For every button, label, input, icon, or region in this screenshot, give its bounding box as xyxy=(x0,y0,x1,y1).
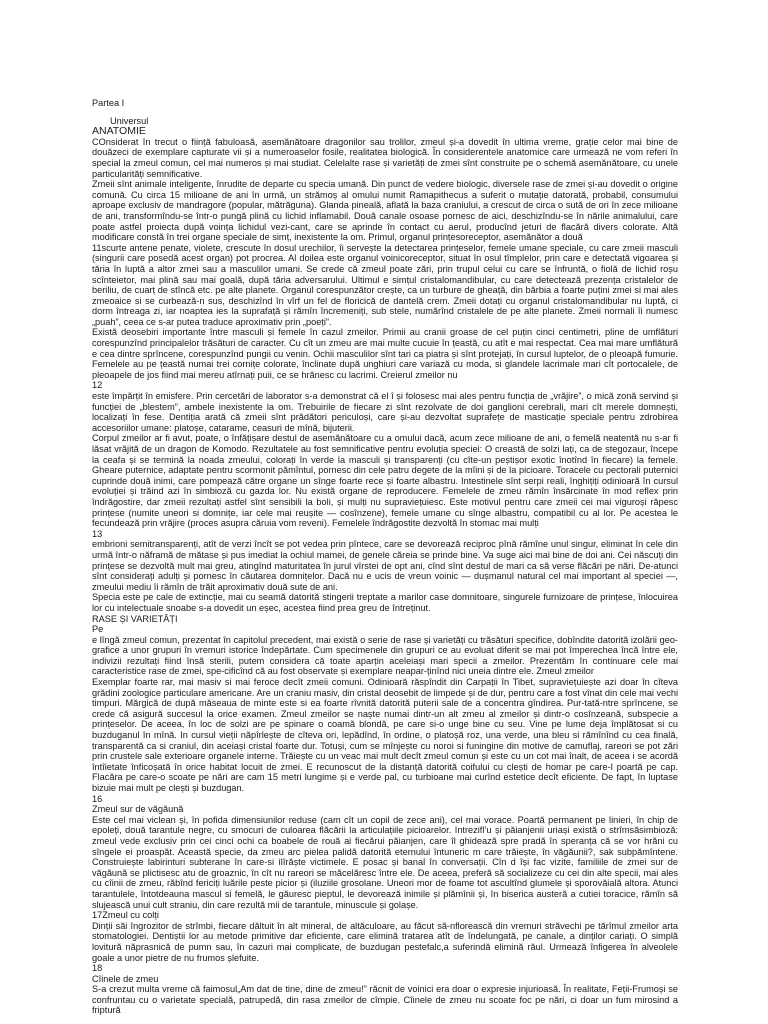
paragraph: e lîngă zmeul comun, prezentat în capitolul precedent, mai există o serie de rase și varietăți cu trăsături specifice, dobîndite datorită izolării geo-grafice a unor grupuri în vremuri istorice îndepărtate. Cum specimenele din grupuri ce au evoluat diferit se mai pot împerechea încă între ele, indivizii rezultați fiind însă sterili, putem considera că toate aparțin aceleiași mari specii a zmeilor. Prezentăm în continuare cele mai caracteristice rase de zmei, spe-cificînd că au fost observate și exemplare neapar-ținînd nici uneia dintre ele. Zmeul zmeilor xyxy=(92,634,678,677)
page-number: 12 xyxy=(92,380,103,391)
part-heading: Partea I xyxy=(92,98,125,108)
paragraph: Specia este pe cale de extincție, mai cu seamă datorită stingerii treptate a marilor case domnitoare, singurele furnizoare de prințese, înlocuirea lor cu intelectuale snoabe s-a dovedit un eșec, acestea fiind prea greu de întreținut. xyxy=(92,592,678,613)
drop-cap-word: Pe xyxy=(92,624,104,635)
page-number: 16 xyxy=(92,793,103,804)
universe-heading: Universul xyxy=(110,115,149,126)
paragraph: Dinții săi îngrozitor de strîmbi, fiecare dăltuit în alt mineral, de altăculoare, au făcut să-nflorească din vremuri străvechi pe tărîmul zmeilor arta stomatologiei. Dentiștii lor au metode primitive dar eficiente, care elimină tratarea atît de îndelungată, pe canale, a dinților cariați. O simplă lovitură năprasnică de pumn sau, în cazuri mai complicate, de buzdugan pestefalc,a suferindă elimină răul. Urmează înfigerea în alveolele goale a unor pietre de nu frumos șlefuite. xyxy=(92,920,678,963)
paragraph: COnsiderat în trecut o ființă fabuloasă, asemănătoare dragonilor sau trolilor, zmeul și-a dovedit în ultima vreme, grație celor mai bine de douăzeci de exemplare capturate vii și a numeroaselor fosile, realitatea biologică. În considerentele anatomice care urmează ne vom referi în special la zmeul comun, cel mai numeros și mai studiat. Celelalte rase și varietăți de zmei sînt construite pe o schemă asemănătoare, cu unele particularități semnificative. xyxy=(92,136,678,179)
section-heading: Zmeul sur de văgăună xyxy=(92,804,184,815)
paragraph: Există deosebiri importante între masculi și femele în cazul zmeilor. Primii au cranii groase de cel puțin cinci centimetri, pline de umflături corespunzînd principalelor trăsături de caracter. Cu cît un zmeu are mai multe cucuie în țeastă, cu atît e mai respectat. Cea mai mare umflătură e cea dintre sprîncene, corespunzînd pungii cu venin. Ochii masculilor sînt tari ca piatra și sînt protejați, în cursul luptelor, de o pleoapă fumurie. Femelele au pe țeastă numai trei cornițe colorate, înclinate după unghiuri care variază cu moda, si glandele lacrimale mari cît portocalele, de pleoapele de jos fiind mai mereu atîrnați puii, ce se hrănesc cu lacrimi. Creierul zmeilor nu xyxy=(92,327,678,380)
paragraph: Corpul zmeilor ar fi avut, poate, o înfățișare destul de asemănătoare cu a omului dacă, acum zece milioane de ani, o femelă neatentă nu s-ar fi lăsat vrăjită de un dragon de Komodo. Rezultatele au fost semnificative pentru evoluția speciei: O creastă de solzi lați, ca de stegozaur, începe la ceafa și se termină la noada zmeului, colorați în verde la masculi și transparenți (cu cîte-un peștișor exotic înotînd în fiecare) la femele. Gheare puternice, adaptate pentru scormonit pămîntul, pornesc din cele patru degete de la mîini și de la picioare. Toracele cu pectorali puternici cuprinde două inimi, care pompează către organe un sînge foarte rece și foarte albastru. Intestinele sînt serpi reali, înghițiți odinioară în cursul evoluției și trăind azi în simbioză cu gazda lor. Nu există organe de reproducere. Femelele de zmeu rămîn însărcinate în mod reflex prin îndrăgostire, dar zmeii rezultați astfel sînt sensibili la boli, și mulți nu supraviețuiesc. Este motivul pentru care zmeii cei mai viguroși răpesc prințese (numite uneori si domnițe, iar cele mai reușite — cosînzene), femele umane cu sînge albastru, compatibil cu al lor. Pe acestea le fecundează prin vrăjire (proces asupra căruia vom reveni). Femelele îndrăgostite dezvoltă în stomac mai mulți xyxy=(92,433,678,529)
paragraph: S-a crezut multa vreme că faimosul„Am dat de tine, dine de zmeu!” răcnit de voinici era doar o expresie injurioasă. În realitate, Feții-Frumoși se confruntau cu o varietate specială, patrupedă, din rasa zmeilor de cîmpie. Cîinele de zmeu nu scoate foc pe nări, ci doar un fum mirosind a friptură xyxy=(92,984,678,1016)
paragraph: Zmeii sînt animale inteligente, înrudite de departe cu specia umană. Din punct de vedere biologic, diversele rase de zmei și-au dovedit o origine comună. Cu circa 15 milioane de ani în urmă, un strămoș al omului numit Ramapithecus a suferit o mutație datorată, probabil, consumului aproape exclusiv de mandragore (popular, mătrăguna). Glanda pineală, aflată la baza craniului, a crescut de circa o sută de ori în zece milioane de ani, transformîndu-se într-o pungă plină cu lichid inflamabil. Două canale osoase pornesc de aici, deschizîndu-se în nările animalului, care poate astfel proiecta după voința lichidul vezi-cant, care se aprinde în contact cu aerul, producînd jeturi de flacără divers colorate. Altă modificare constă în trei organe speciale de simț, inexistente la om. Primul, organul prințesoreceptor, asemănător a două xyxy=(92,179,678,243)
section-heading: Cîinele de zmeu xyxy=(92,973,159,984)
section-heading: RASE ȘI VARIETĂȚI xyxy=(92,613,178,624)
document-page xyxy=(92,98,678,1016)
section-heading: 17Zmeul cu colți xyxy=(92,910,159,921)
paragraph: este împărțit în emisfere. Prin cercetări de laborator s-a demonstrat că el î și folosesc mai ales pentru funcția de „vrăjire”, o mică zonă servind și funcției de „blestem”, ambele inexistente la om. Trebuirile de fiecare zi sînt rezolvate de doi ganglioni cerebrali, mari cît merele domnești, localizați în fese. Dentiția arată că zmeii sînt prădători periculoși, care și-au dezvoltat suprafețe de masticație speciale pentru zdrobirea accesoriilor umane: platoșe, catarame, ceasuri de mînă, bijuterii. xyxy=(92,391,678,433)
paragraph: 11scurte antene penate, violete, crescute în dosul urechilor, îi servește la detectarea prințeselor, femele umane speciale, cu care zmeii masculi (singurii care posedă acest organ) pot procrea. Al doilea este organul voinicoreceptor, situat în osul tîmplelor, prin care e detectată vigoarea și tăria în luptă a altor zmei sau a masculilor umani. Se crede că zmeul poate zări, prin trupul celui cu care se înfruntă, o fiolă de lichid roșu scînteietor, mai plină sau mai goală, după tăria adversarului. Ultimul e simțul cristalomandibular, cu care detectează prezența cristalelor de beriliu, de cuarț de stîncă etc. pe alte planete. Organul corespunzător crește, ca un turbure de gheață, din bărbia a foarte puțini zmei si mai ales zmeoaice si se curbează-n sus, deschizînd în vîrf un fel de floricică de dantelă crem. Zmeii dotați cu organul cristalomandibular nu luptă, ci dorm întreaga zi, iar noaptea ies la suprafață și rămîn încremeniți, sub stele, numărînd cristalele de pe alte planete. Zmeii normali îi numesc „puah”, ceea ce s-ar putea traduce aproximativ prin „poeți”. xyxy=(92,242,678,327)
paragraph: embrioni semitransparenți, atît de verzi încît se pot vedea prin pîntece, care se devorează reciproc pînă rămîne unul singur, eliminat în cele din urmă într-o năframă de mătase și pus imediat la ochiul mamei, de genele căreia se prinde bine. Va suge aici mai bine de doi ani. Cei născuți din prințese se dezvoltă mult mai greu, atingînd maturitatea în jurul vîrstei de opt ani, cînd sînt destul de mari ca să verse flăcări pe nări. De-atunci sînt considerați adulți și pornesc în căutarea domnițelor. Dacă nu e ucis de vreun voinic — dușmanul natural cel mai important al speciei —, zmeului mediu îi rămîn de trăit aproximativ două sute de ani. xyxy=(92,539,678,592)
page-number: 13 xyxy=(92,528,103,539)
anatomy-heading: ANATOMIE xyxy=(92,125,146,138)
paragraph: Este cel mai viclean și, în pofida dimensiunilor reduse (cam cît un copil de zece ani), cel mai vorace. Poartă permanent pe linieri, în chip de epoleți, două tarantule negre, cu smocuri de culoarea flăcării la articulațiile picioarelor. Intrezifl’u și păianjenii uriași există o strîmsăsimbioză: zmeul vede exclusiv prin cei cinci ochi ca boabele de rouă ai fiecărui păianjen, care îl ghidează spre pradă în speranța că se vor hrăni cu sîngele ei proaspăt. Această specie, da zmeu arc pielea palidă datorită eternului întuneric m care trăiește, în văgăunii?, sak subpămîntene. Construiește labirinturi subterane în care-si ìlîrăște victimele. E posac și banal în conversații. Cîn d își fac vizite, familiile de zmei sur de văgăună se plictisesc atu de groaznic, în cît nu rareori se măcelăresc între ele. De aceea, preferă să socializeze cu cei din alte specii, mai ales cu cîinii de zmeu, răbînd fericiți luările peste picior și (iluziile grosolane. Uneori mor de foame tot ascultînd glumele și sporovăială altora. Atunci tarantulele, întotdeauna mascul si femelă, le găuresc pieptul, le devorează inimile și plămînii și, în biserica austeră a cutiei toracice, rămîn să slujească unui cult straniu, din care rezultă mii de tarantule, minuscule și golașe. xyxy=(92,814,678,910)
page-number: 18 xyxy=(92,963,103,974)
paragraph: Exemplar foarte rar, mai masiv si mai feroce decît zmeii comuni. Odinioară răspîndit din Carpații în Tibet, supraviețuiește azi doar în cîteva grădini zoologice particulare americane. Are un craniu masiv, din cristal deosebit de limpede și de dur, pentru care a fost vînat din cele mai vechi timpuri. Mărgică de după măseaua de minte este si ea foarte rîvnită datorită puterii sale de a concentra gîndirea. Pur-tată-ntre sprîncene, se crede că asigură succesul la orice examen. Zmeul zmeilor se naște numai dintr-un alt zmeu al zmeilor și dintr-o cosînzeană, subspecie a prințeselor. De aceea, în loc de solzi are pe spinare o coamă blondă, pe care si-o unge bine cu seu. Vine pe lume deja împlătosat si cu buzduganul în mînă. In cursul vieții năpîrlește de cîteva ori, lepădînd, în ordine, o platoșă roz, una verde, una bleu si rămînînd cu cea finală, transparentă ca si craniul, din aceiași cristal foarte dur. Totuși, cum se mînjește cu noroi si funingine din motive de camuflaj, rareori se pot zări prin crustele sale exterioare organele interne. Trăiește cu un veac mai mult decît zmeul comun și este cu un cot mai înalt, de aceea i se acordă întîietate înficoșată în orice habitat locuit de zmei. E recunoscut de la distanță datorită coifului cu clești de homar pe care-l poartă pe cap. Flacăra pe care-o scoate pe nări are cam 15 metri lungime și e verde pal, cu turbioane mai curînd estetice decît eficiente. De fapt, în luptase bizuie mai mult pe clești și buzdugan. xyxy=(92,677,678,793)
